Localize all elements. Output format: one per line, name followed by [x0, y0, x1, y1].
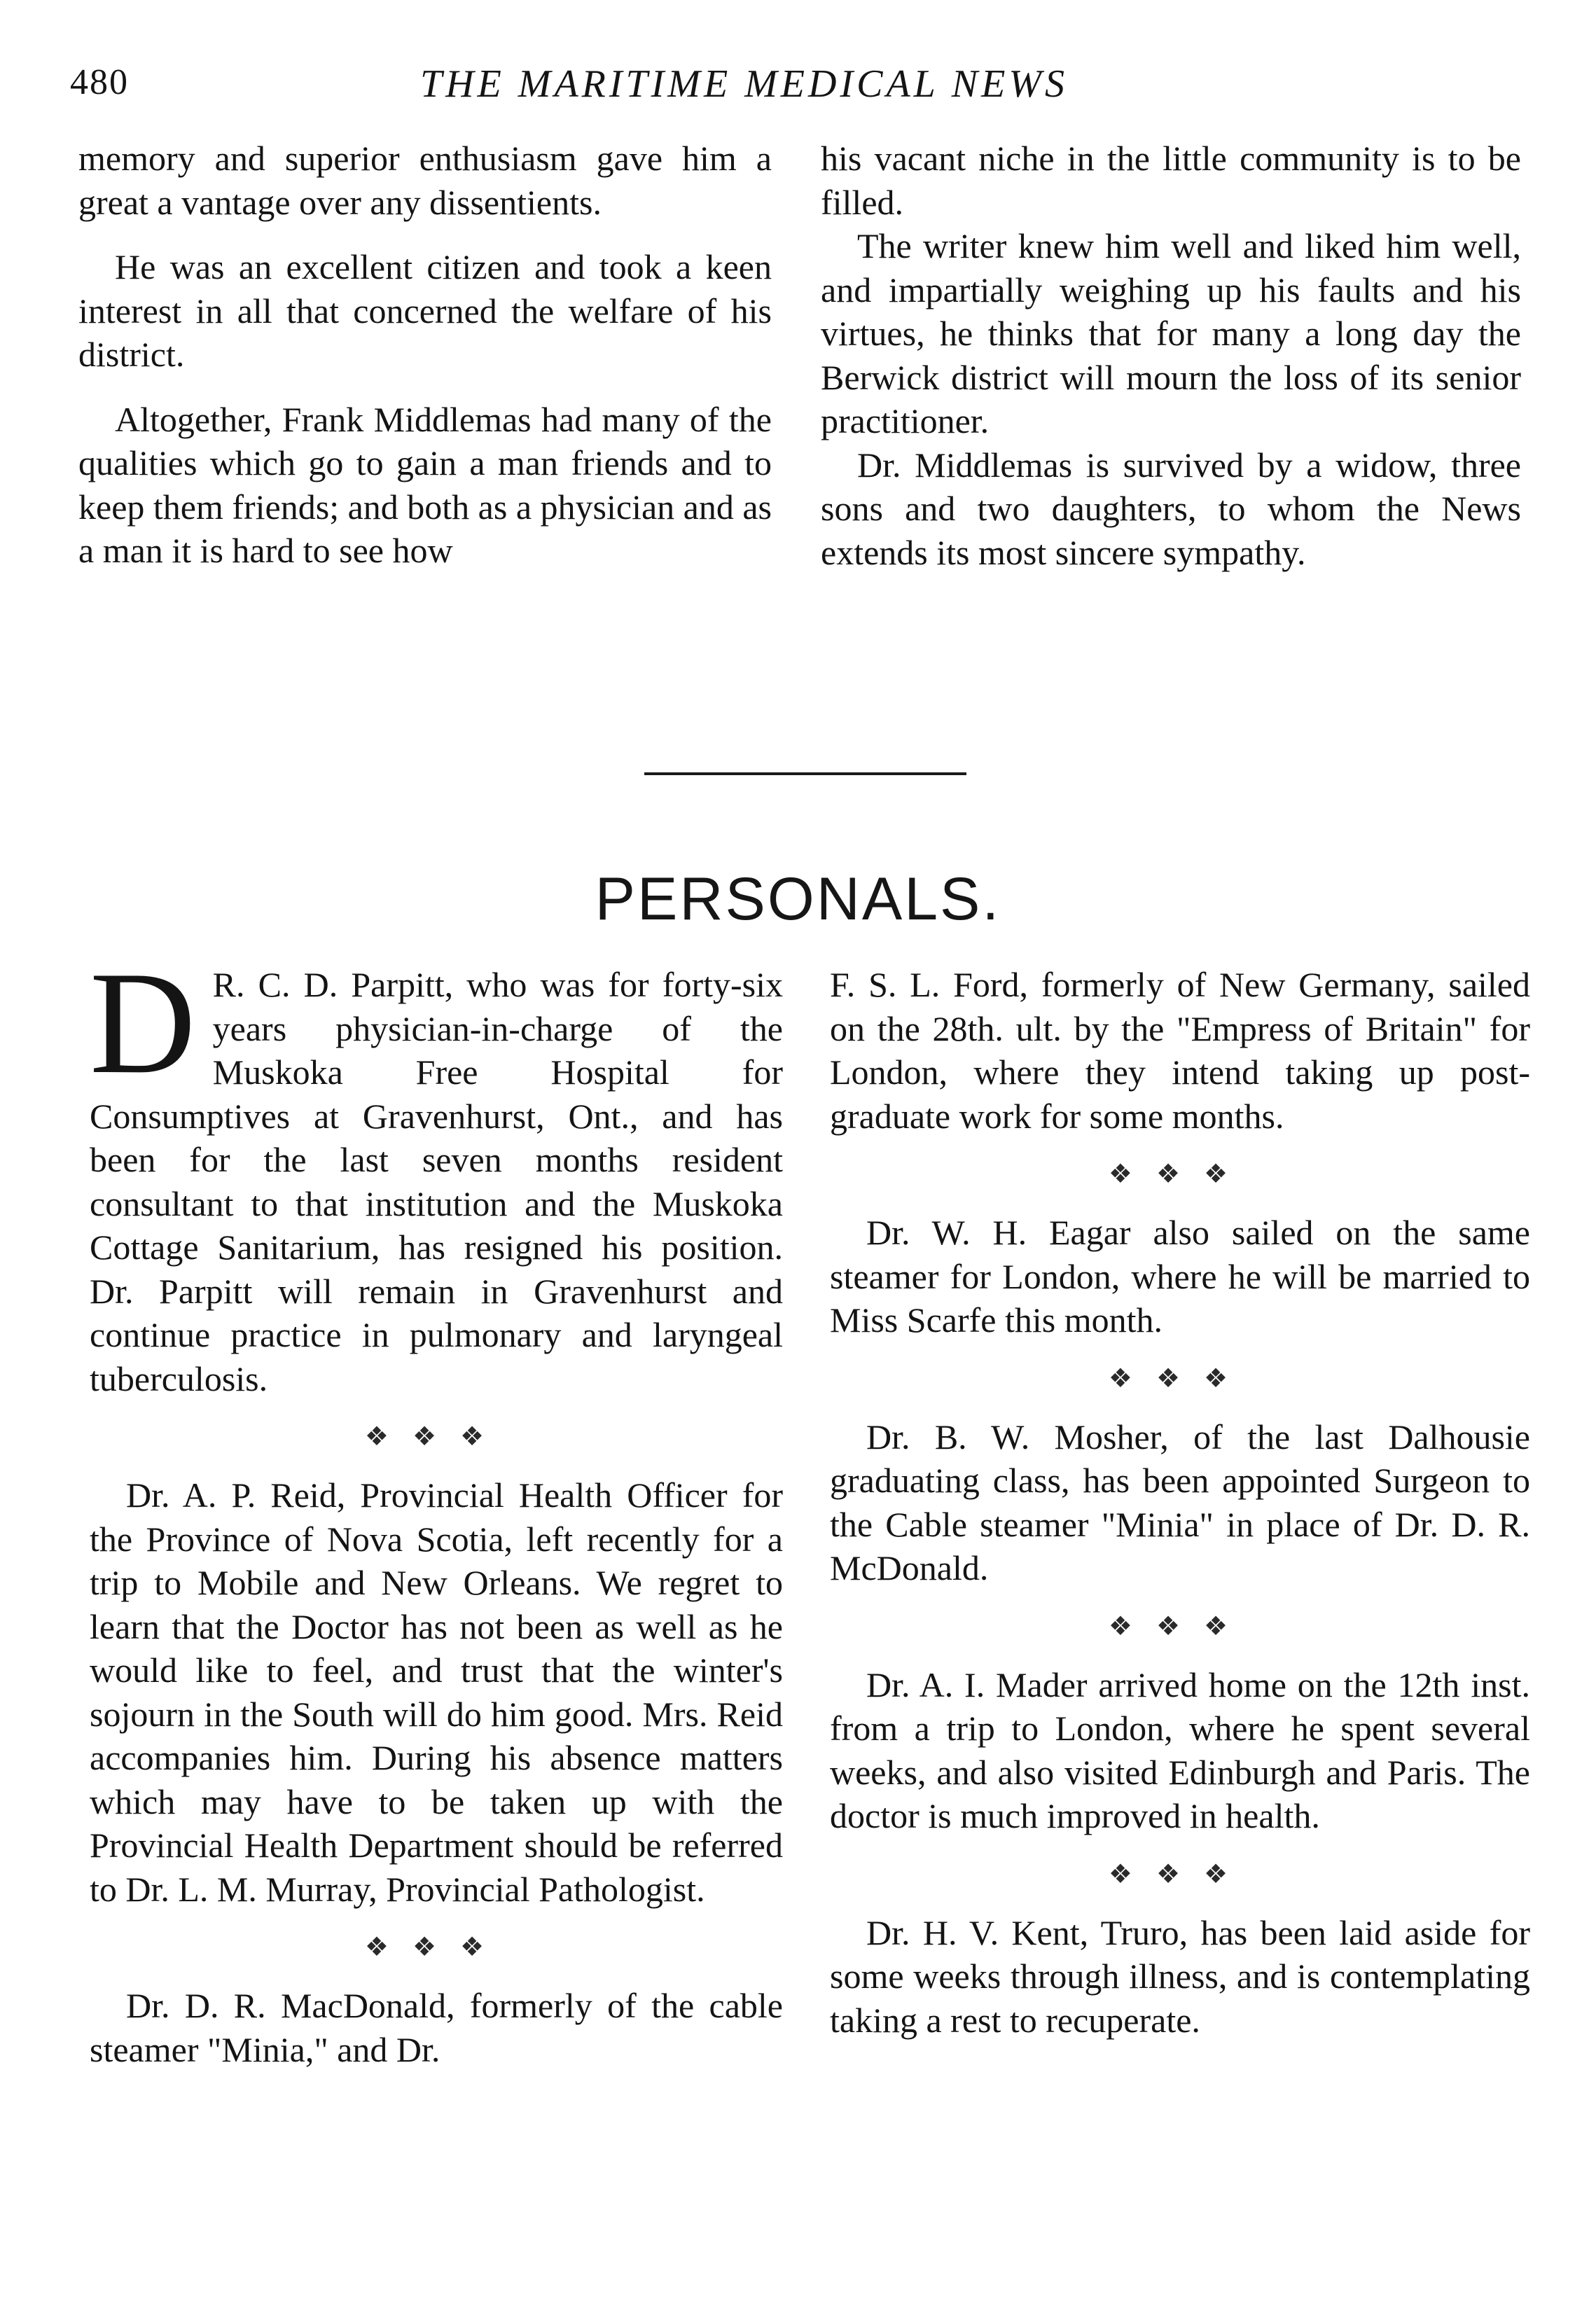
ornament-divider: ❖❖❖ [1108, 1363, 1252, 1393]
obituary-paragraph: Dr. Middlemas is survived by a widow, three sons and two daughters, to whom the News extends its most sincere sympathy. [821, 445, 1521, 572]
personal-item [90, 942, 783, 1400]
personal-item: Dr. A. I. Mader arrived home on the 12th inst. from a trip to London, where he spent several weeks, and also visited Edinburgh and Paris. The doctor is much improved in health. [830, 1664, 1530, 1835]
personal-item: F. S. L. Ford, formerly of New Germany, sailed on the 28th. ult. by the "Empress of Britain" for London, where they intend taking up post-graduate work for some months. [830, 965, 1530, 1136]
ornament-divider: ❖❖❖ [1108, 1859, 1252, 1889]
running-head [70, 62, 1527, 118]
obituary-paragraph: memory and superior enthusiasm gave him a great a vantage over any dissentients. [78, 139, 772, 222]
section-divider [644, 772, 966, 775]
obituary-paragraph: He was an excellent citizen and took a keen interest in all that concerned the welfare of his district. [78, 247, 772, 374]
personal-item: Dr. B. W. Mosher, of the last Dalhousie graduating class, has been appointed Surgeon to the Cable steamer "Minia" in place of Dr. D. R. McDonald. [830, 1417, 1530, 1587]
obituary-paragraph: his vacant niche in the little community is to be filled. [821, 139, 1521, 222]
personal-item: Dr. D. R. MacDonald, formerly of the cable steamer "Minia," and Dr. [90, 1986, 783, 2069]
personal-item: Dr. W. H. Eagar also sailed on the same steamer for London, where he will be married to Miss Scarfe this month. [830, 1213, 1530, 1340]
obituary-paragraph: The writer knew him well and liked him well, and impartially weighing up his faults and his virtues, he thinks that for many a long day the Berwick district will mourn the loss of its senior practitioner. [821, 226, 1521, 440]
ornament-divider: ❖❖❖ [364, 1422, 508, 1452]
ornament-divider: ❖❖❖ [1108, 1160, 1252, 1189]
page-number: 480 [70, 62, 129, 102]
ornament-divider: ❖❖❖ [1108, 1611, 1252, 1641]
section-heading: PERSONALS. [595, 866, 1001, 933]
obituary-left-column [78, 137, 772, 573]
personal-item: Dr. A. P. Reid, Provincial Health Officer for the Province of Nova Scotia, left recently for a trip to Mobile and New Orleans. We regret to learn that the Doctor has not been as well as he would like to feel, and trust that the winter's sojourn in the South will do him good. Mrs. Reid accompanies him. During his absence matters which may have to be taken up with the Provincial Health Department should be referred to Dr. L. M. Murray, Provincial Pathologist. [90, 1475, 783, 1909]
drop-cap: D [90, 942, 196, 1104]
obituary-paragraph: Altogether, Frank Middlemas had many of the qualities which go to gain a man friends and to keep them friends; and both as a physician and as a man it is hard to see how [78, 399, 772, 570]
personal-item: Dr. H. V. Kent, Truro, has been laid aside for some weeks through illness, and is contemplating taking a rest to recuperate. [830, 1912, 1530, 2040]
obituary-right-column [821, 137, 1521, 574]
ornament-divider: ❖❖❖ [364, 1933, 508, 1962]
journal-title: THE MARITIME MEDICAL NEWS [420, 62, 1068, 106]
personal-item-text: R. C. D. Parpitt, who was for forty-six years physician-in-charge of the Muskoka Free Hospital for Consumptives at Gravenhurst, Ont., and has been for the last seven months resident consultant to that institution and the Muskoka Cottage Sanitarium, has resigned his position. Dr. Parpitt will remain in Gravenhurst and continue practice in pulmonary and laryngeal tuberculosis. [90, 965, 783, 1398]
personals-right-column [830, 963, 1530, 2042]
personals-left-column [90, 942, 783, 2071]
